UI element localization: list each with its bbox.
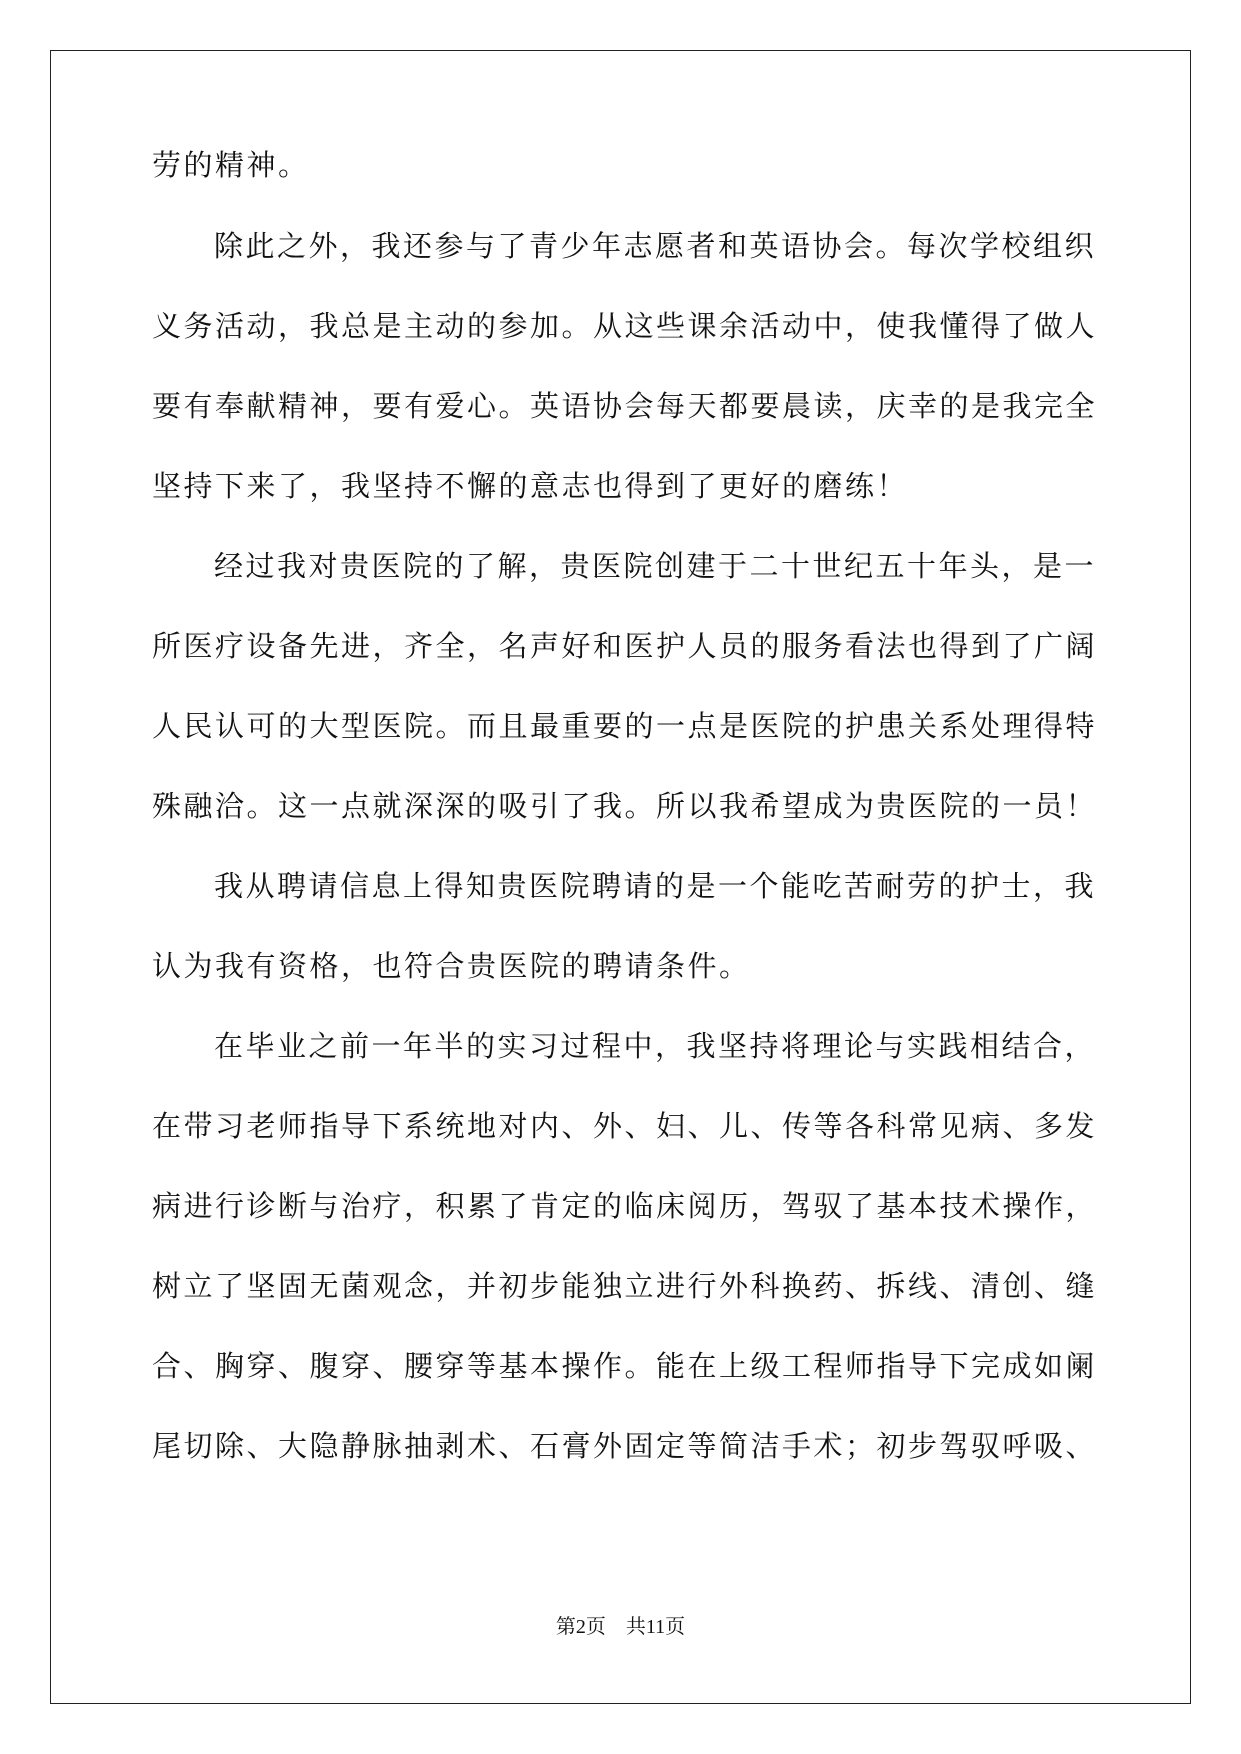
text-line: 在带习老师指导下系统地对内、外、妇、儿、传等各科常见病、多发 — [152, 1109, 1098, 1143]
text-line: 认为我有资格，也符合贵医院的聘请条件。 — [152, 949, 751, 983]
text-line: 劳的精神。 — [152, 148, 310, 182]
text-line: 尾切除、大隐静脉抽剥术、石膏外固定等简洁手术；初步驾驭呼吸、 — [152, 1429, 1098, 1463]
text-line: 所医疗设备先进，齐全，名声好和医护人员的服务看法也得到了广阔 — [152, 629, 1098, 663]
text-line: 要有奉献精神，要有爱心。英语协会每天都要晨读，庆幸的是我完全 — [152, 389, 1098, 423]
text-line: 殊融洽。这一点就深深的吸引了我。所以我希望成为贵医院的一员！ — [152, 789, 1098, 823]
text-line: 坚持下来了，我坚持不懈的意志也得到了更好的磨练！ — [152, 469, 909, 503]
text-line: 人民认可的大型医院。而且最重要的一点是医院的护患关系处理得特 — [152, 709, 1098, 743]
page-total: 共11页 — [625, 1616, 686, 1638]
page-number: 第2页 — [555, 1616, 606, 1638]
text-line: 义务活动，我总是主动的参加。从这些课余活动中，使我懂得了做人 — [152, 309, 1098, 343]
text-line: 树立了坚固无菌观念，并初步能独立进行外科换药、拆线、清创、缝 — [152, 1269, 1098, 1303]
paragraph-start: 经过我对贵医院的了解，贵医院创建于二十世纪五十年头，是一 — [214, 549, 1097, 583]
text-line: 合、胸穿、腹穿、腰穿等基本操作。能在上级工程师指导下完成如阑 — [152, 1349, 1098, 1383]
page-footer — [0, 1610, 1241, 1639]
paragraph-start: 除此之外，我还参与了青少年志愿者和英语协会。每次学校组织 — [214, 229, 1097, 263]
paragraph-start: 在毕业之前一年半的实习过程中，我坚持将理论与实践相结合， — [214, 1029, 1097, 1063]
text-line: 病进行诊断与治疗，积累了肯定的临床阅历，驾驭了基本技术操作， — [152, 1189, 1098, 1223]
paragraph-start: 我从聘请信息上得知贵医院聘请的是一个能吃苦耐劳的护士，我 — [214, 869, 1097, 903]
